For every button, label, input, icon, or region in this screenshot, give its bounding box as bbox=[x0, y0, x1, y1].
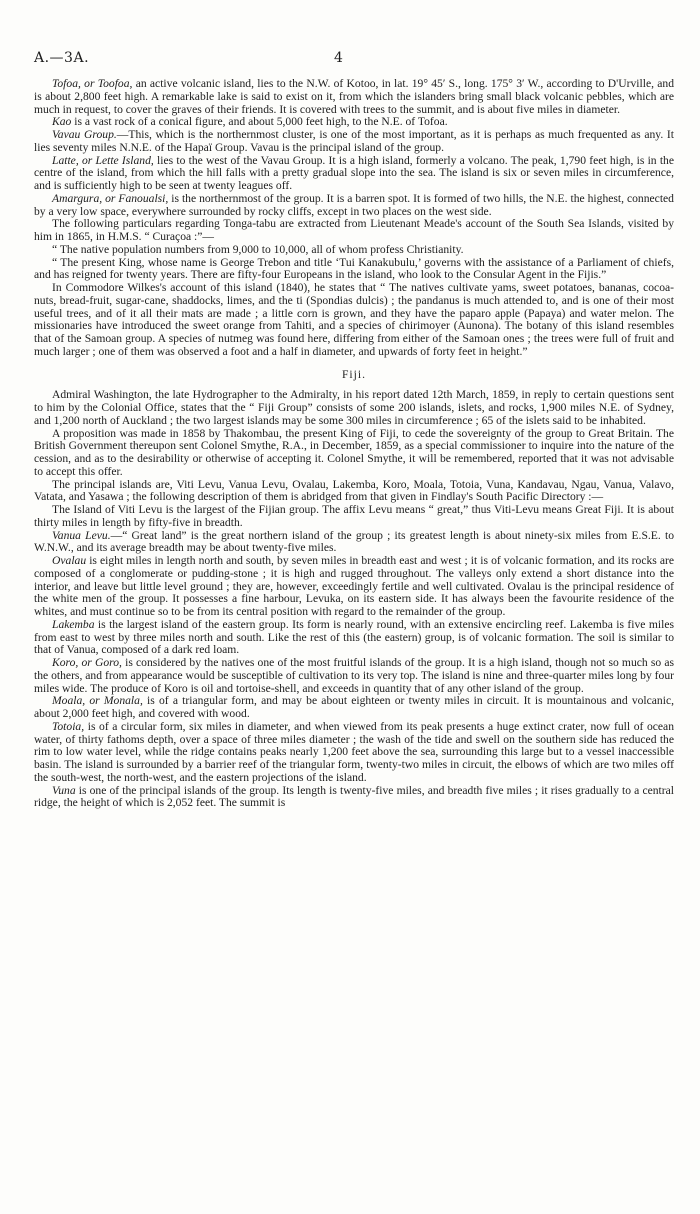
paragraph-text: is of a circular form, six miles in diameter, and when viewed from its peak presents a huge extinct crater, now full of ocean water, of thirty fathoms depth, over a space of three miles diameter ; the wash of the tide and swell on the southern side has reduced the rim to low water level, while the ridge contains peaks nearly 1,200 feet above the sea, surrounding this large but to a vessel inaccessible basin. The island is surrounded by a barrier reef of the triangular form, twenty-two miles in circuit, the elbows of which are two miles off the south-west, the north-west, and the eastern projections of the island. bbox=[34, 719, 674, 784]
paragraph-text: In Commodore Wilkes's account of this island (1840), he states that “ The natives cultivate yams, sweet potatoes, bananas, cocoa-nuts, bread-fruit, sugar-cane, shaddocks, limes, and the ti (Spondias dulcis) ; the pandanus is much attended to, and is one of their most useful trees, and of it all their mats are made ; a little corn is grown, and they have the paparo apple (Papaya) and water melon. The missionaries have introduced the sweet orange from Tahiti, and a species of chirimoyer (Aunona). The botany of this island resembles that of the Samoan group. A species of nutmeg was found here, differing from either of the Samoan ones ; the trees were full of fruit and much larger ; one of them was observed a foot and a half in diameter, and upwards of forty feet in height.” bbox=[34, 281, 674, 358]
document-body bbox=[34, 78, 674, 810]
paragraph bbox=[34, 155, 674, 193]
paragraph-text: is the largest island of the eastern group. Its form is nearly round, with an extensive encircling reef. Lakemba is five miles from east to west by three miles north and south. Like the rest of this (the eastern) group, is of volcanic formation. The soil is similar to that of Vanua, composed of a dark red loam. bbox=[34, 617, 674, 657]
paragraph bbox=[34, 78, 674, 116]
paragraph-text: is considered by the natives one of the most fruitful islands of the group. It is a high island, though not so much so as the others, and from appearance would be susceptible of cultivation to its very top. The island is nine and three-quarter miles long by four miles wide. The produce of Koro is oil and tortoise-shell, and exceeds in quantity that of any other island of the group. bbox=[34, 656, 675, 695]
paragraph bbox=[34, 218, 674, 244]
paragraph-lead: Vanua Levu. bbox=[52, 528, 111, 542]
paragraph-text: —This, which is the northernmost cluster, is one of the most important, as it is perhaps as much frequented as any. It lies seventy miles N.N.E. of the Hapaï Group. Vavau is the principal island of the group. bbox=[34, 128, 674, 154]
paragraph-text: is the northernmost of the group. It is a barren spot. It is formed of two hills, the N.E. the highest, connected by a very low space, everywhere surrounded by rocky cliffs, except in two places on the west side. bbox=[34, 191, 674, 218]
paragraph bbox=[34, 428, 674, 479]
paragraph-lead: Tofoa, or Toofoa, bbox=[52, 77, 133, 90]
paragraph-lead: Latte, or Lette Island, bbox=[52, 153, 154, 167]
paragraph-text: A proposition was made in 1858 by Thakombau, the present King of Fiji, to cede the sovereignty of the group to Great Britain. The British Government thereupon sent Colonel Smythe, R.A., in December, 1859, as a special commissioner to inquire into the nature of the cession, and as to the desirability or otherwise of accepting it. Colonel Smythe, it will be remembered, reported that it was not advisable to accept this offer. bbox=[34, 426, 674, 478]
paragraph bbox=[34, 282, 674, 359]
paragraph-text: is one of the principal islands of the group. Its length is twenty-five miles, and breadth five miles ; it rises gradually to a central ridge, the height of which is 2,052 feet. The summit is bbox=[34, 783, 674, 810]
paragraph bbox=[34, 721, 674, 785]
paragraph-text: is a vast rock of a conical figure, and about 5,000 feet high, to the N.E. of Tofoa. bbox=[71, 115, 448, 129]
paragraph bbox=[34, 479, 674, 505]
paragraph bbox=[34, 657, 674, 695]
paragraph bbox=[34, 257, 674, 283]
paragraph bbox=[34, 504, 674, 530]
section-title-fiji: Fiji. bbox=[341, 367, 366, 381]
paragraph bbox=[34, 129, 674, 155]
paragraph-lead: Moala, or Monala, bbox=[52, 694, 143, 708]
paragraph bbox=[34, 530, 674, 556]
paragraph-text: lies to the west of the Vavau Group. It is a high island, formerly a volcano. The peak, 1,790 feet high, is in the centre of the island, from which the hill falls with a pretty gradual slope into the sea. The island is six or seven miles in circumference, and is sufficiently high to be seen at twenty leagues off. bbox=[34, 153, 674, 192]
paragraph bbox=[34, 619, 674, 657]
paragraph-text: “ The present King, whose name is George Trebon and title ‘Tui Kanakubulu,’ governs with the assistance of a Parliament of chiefs, and has reigned for twenty years. There are fifty-four Europeans in the island, who look to the Consular Agent in the Fijis.” bbox=[34, 255, 674, 282]
page-header bbox=[34, 50, 674, 70]
paragraph-text: The following particulars regarding Tonga-tabu are extracted from Lieutenant Meade's account of the South Sea Islands, visited by him in 1865, in H.M.S. “ Curaçoa :”— bbox=[34, 217, 674, 243]
fiji-section bbox=[34, 389, 674, 810]
paragraph-text: Admiral Washington, the late Hydrographer to the Admiralty, in his report dated 12th March, 1859, in reply to certain questions sent to him by the Colonial Office, states that the “ Fiji Group” consists of some 200 islands, islets, and rocks, 1,900 miles N.E. of Sydney, and 1,200 north of Auckland ; the two largest islands may be some 300 miles in circumference ; 65 of the islets said to be inhabited. bbox=[34, 388, 674, 427]
paragraph bbox=[34, 555, 674, 619]
paragraph-lead: Totoia, bbox=[52, 719, 85, 733]
paragraph bbox=[34, 389, 674, 427]
paragraph-text: The Island of Viti Levu is the largest of the Fijian group. The affix Levu means “ great,” thus Viti-Levu means Great Fiji. It is about thirty miles in length by fifty-five in breadth. bbox=[34, 503, 674, 529]
paragraph bbox=[34, 785, 674, 811]
paragraph-text: an active volcanic island, lies to the N.W. of Kotoo, in lat. 19° 45′ S., long. 175° 3′ W., according to D'Urville, and is about 2,800 feet high. A remarkable lake is said to exist on it, from which the islanders bring small black volcanic pebbles, which are much in request, to cover the graves of their friends. It is covered with trees to the summit, and is about five miles in diameter. bbox=[34, 77, 675, 116]
document-reference: A.—3A. bbox=[34, 50, 90, 66]
paragraph-lead: Vavau Group. bbox=[52, 128, 117, 141]
paragraph bbox=[34, 695, 674, 721]
tonga-section bbox=[34, 78, 674, 359]
paragraph-lead: Lakemba bbox=[52, 617, 95, 631]
paragraph-lead: Koro, or Goro, bbox=[52, 656, 122, 669]
paragraph-lead: Kao bbox=[52, 115, 72, 129]
paragraph-text: The principal islands are, Viti Levu, Vanua Levu, Ovalau, Lakemba, Koro, Moala, Totoia, Vuna, Kandavau, Ngau, Vanua, Valavo, Vatata, and Yasawa ; the following description of them is abridged from that given in Findlay's South Pacific Directory :— bbox=[34, 477, 674, 504]
paragraph-text: is eight miles in length north and south, by seven miles in breadth east and west ; it is of volcanic formation, and its rocks are composed of a conglomerate or pudding-stone ; it is high and rugged throughout. The valleys only extend a short distance into the interior, and leave but little level ground ; they are, however, exceedingly fertile and well cultivated. Ovalau is the principal residence of the white men of the group. It possesses a fine harbour, Levuka, on its eastern side. It has always been the favourite residence of the whites, and must continue so to be from its central position with regard to the remainder of the group. bbox=[34, 554, 674, 618]
paragraph-text: “ The native population numbers from 9,000 to 10,000, all of whom profess Christianity. bbox=[52, 242, 464, 256]
paragraph-text: —“ Great land” is the great northern island of the group ; its greatest length is about ninety-six miles from E.S.E. to W.N.W., and its average breadth may be about twenty-five miles. bbox=[34, 528, 674, 555]
paragraph-lead: Amargura, or Fanoualsi, bbox=[52, 191, 169, 205]
paragraph-lead: Vuna bbox=[52, 783, 76, 797]
page-number: 4 bbox=[334, 50, 343, 66]
paragraph-text: is of a triangular form, and may be about eighteen or twenty miles in circuit. It is mountainous and volcanic, about 2,000 feet high, and covered with wood. bbox=[34, 694, 674, 720]
paragraph bbox=[34, 193, 674, 219]
paragraph-lead: Ovalau bbox=[52, 554, 87, 567]
